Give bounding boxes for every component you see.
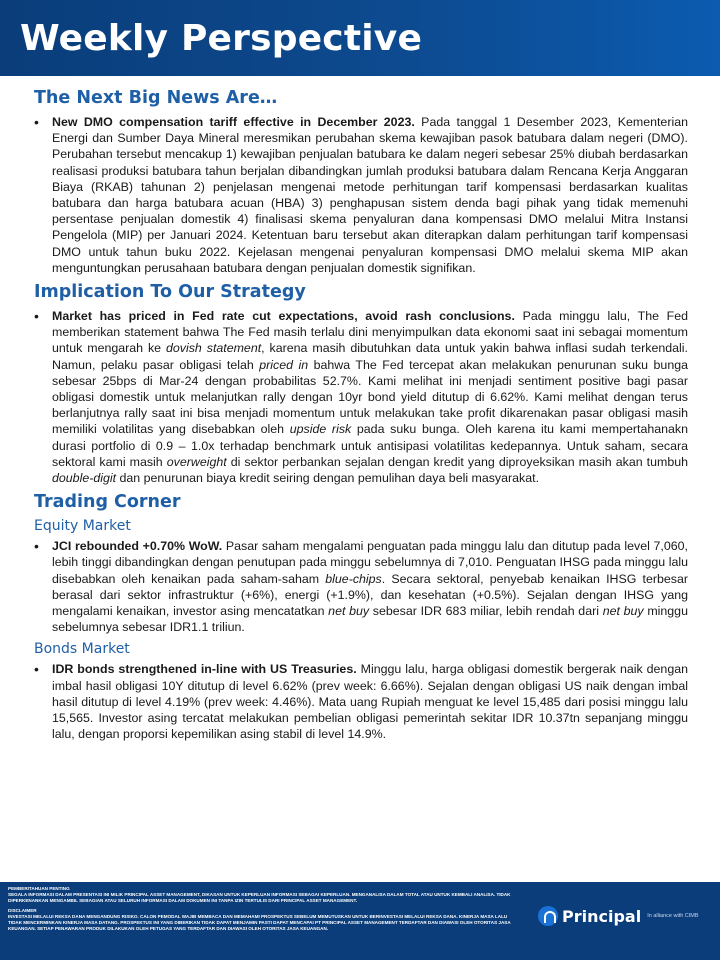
footer-notes bbox=[8, 886, 518, 935]
disclaimer-text: INVESTASI MELALUI REKSA DANA MENGANDUNG RISIKO. CALON PEMODAL WAJIB MEMBACA DAN MEMAHAMI PROSPEKTUS SEBELUM MEMUTUSKAN UNTUK BERINVESTASI MELALUI REKSA DANA. KINERJA MASA LALU TIDAK MENCERMINKAN KINERJA MASA DATANG. PROSPEKTUS INI YANG DIBERIKAN TIDAK DAPAT MENJAMIN PASTI DAPAT MENCAPAI PT PRINCIPAL ASSET MANAGEMENT TERDAFTAR DAN DIAWASI OLEH OTORITAS JASA KEUANGAN. SETIAP PENAWARAN PRODUK DILAKUKAN OLEH PETUGAS YANG TERDAFTAR DAN DIAWASI OLEH OTORITAS JASA KEUANGAN. bbox=[8, 913, 511, 932]
strategy-text-5: di sektor perbankan sejalan dengan kredit yang diproyeksikan masih akan tumbuh bbox=[226, 454, 688, 469]
strategy-italic-3: upside risk bbox=[289, 422, 352, 437]
page-title: Weekly Perspective bbox=[20, 18, 423, 59]
brand-name: Principal bbox=[562, 906, 642, 926]
equity-subtitle: Equity Market bbox=[34, 518, 131, 535]
equity-italic-2: net buy bbox=[328, 604, 370, 619]
principal-logo-icon bbox=[538, 906, 558, 926]
news-bullet-text: Pada tanggal 1 Desember 2023, Kementerian Energi dan Sumber Daya Mineral meresmikan perubahan skema kewajiban pasok batubara dalam negeri (DMO). Perubahan tersebut mencakup 1) kewajiban penjualan batubara ke dalam negeri sebesar 25% diubah berdasarkan realisasi produksi batubara tahun berjalan dibandingkan jumlah produksi batubara dalam Rencana Kerja Anggaran Biaya (RKAB) tahunan 2) penjelasan mengenai metode perhitungan tarif kompensasi berdasarkan kualitas batubara dan harga batubara acuan (HBA) 3) penghapusan sistem denda bagi pihak yang tidak memenuhi persentase penjualan domestik 4) finalisasi skema penyaluran dana kompensasi DMO melalui Mitra Instansi Pengelola (MIP) per Januari 2024. Ketentuan baru tersebut akan diterapkan dalam perhitungan tarif kompensasi DMO untuk tahun buku 2022. Kejelasan mengenai penyaluran kompensasi DMO melalui skema MIP akan menguntungkan perusahaan batubara dengan penjualan domestik signifikan. bbox=[52, 115, 688, 275]
disclaimer-title: DISCLAIMER bbox=[8, 907, 37, 913]
bonds-subtitle: Bonds Market bbox=[34, 641, 130, 658]
equity-text-2: . Secara sektoral, penyebab kenaikan IHSG terbesar berasal dari sektor infrastruktur (+6%), energi (+1.9%), dan kesehatan (+0.5%). Sejalan dengan IHSG yang mengalami kenaikan, investor asing mencatatkan bbox=[52, 571, 688, 619]
page-header bbox=[0, 0, 720, 76]
equity-bullet-lead: JCI rebounded +0.70% WoW. bbox=[52, 539, 223, 554]
equity-text-1: Pasar saham mengalami penguatan pada minggu lalu dan ditutup pada level 7,060, lebih tinggi dibandingkan dengan penutupan pada minggu sebelumnya di 7,010. Penguatan IHSG pada minggu lalu disebabkan oleh kenaikan pada saham-saham bbox=[52, 539, 688, 586]
strategy-text-3: bahwa The Fed tercepat akan melakukan penurunan suku bunga sebesar 25bps di Mar-24 dengan probabilitas 52.7%. Kami melihat ini menjadi sentiment positive bagi pasar obligasi domestik untuk melanjutkan rally dengan 10yr bond yield ditutup di 6.62%. Kami melihat dengan terus berlanjutnya rally saat ini bisa menjadi momentum untuk melakukan take profit dikarenakan pasar obligasi masih memiliki volatilitas yang disebabkan oleh bbox=[52, 357, 688, 437]
bonds-bullet-text: Minggu lalu, harga obligasi domestik bergerak naik dengan imbal hasil obligasi 10Y ditutup di level 6.62% (prev week: 6.66%). Sejalan dengan obligasi US naik dengan imbal hasil ditutup di level 4.19% (prev week: 4.46%). Mata uang Rupiah menguat ke level 15,485 dari posisi minggu lalu 15,565. Investor asing tercatat melakukan pembelian obligasi pemerintah sekitar IDR 10.37tn sepanjang minggu lalu, dengan proporsi kepemilikan asing stabil di level 14.9%. bbox=[52, 662, 688, 742]
strategy-text-1: Pada minggu lalu, The Fed memberikan statement bahwa The Fed masih terlalu dini menyimpulkan data ekonomi saat ini sebagai momentum untuk mengarah ke bbox=[52, 309, 688, 356]
strategy-text-2: , karena masih dibutuhkan data untuk yakin bahwa inflasi sudah terkendali. Namun, pelaku pasar obligasi telah bbox=[52, 341, 688, 372]
bonds-bullet bbox=[34, 661, 688, 742]
strategy-italic-2: priced in bbox=[259, 357, 309, 372]
equity-text-4: minggu sebelumnya sebesar IDR1.1 triliun. bbox=[52, 604, 688, 635]
bonds-bullet-lead: IDR bonds strengthened in-line with US Treasuries. bbox=[52, 662, 357, 677]
trading-section-title: Trading Corner bbox=[34, 492, 181, 513]
equity-bullet bbox=[34, 538, 688, 635]
strategy-italic-4: overweight bbox=[166, 454, 227, 469]
strategy-bullet bbox=[34, 308, 688, 486]
notice-text: SEGALA INFORMASI DALAM PRESENTASI INI MILIK PRINCIPAL ASSET MANAGEMENT, DIKASAN UNTUK KEPERLUAN INFORMASI SEBAGAI KEPERLUAN. MENGANALISA DALAM TOTAL ATAU UNTUK KEMBALI ANALISA. TIDAK DIPERKENANKAN MENGAMBIL SEBAGIAN ATAU SELURUH INFORMASI DALAM DOKUMEN INI TANPA IZIN TERTULIS DARI PRINCIPAL ASSET MANAGEMENT. bbox=[8, 892, 511, 904]
equity-italic-3: net buy bbox=[602, 604, 644, 619]
strategy-text-4: pada suku bunga. Oleh karena itu kami mempertahanakn durasi portfolio di 0.9 – 1.0x terhadap benchmark untuk antisipasi volatilitas kedepannya. Untuk saham, secara sektoral kami masih bbox=[52, 422, 688, 469]
equity-text-3: sebesar IDR 683 miliar, lebih rendah dari bbox=[369, 604, 603, 619]
strategy-italic-5: double-digit bbox=[52, 471, 117, 486]
strategy-italic-1: dovish statement bbox=[166, 341, 262, 356]
notice-title: PEMBERITAHUAN PENTING bbox=[8, 886, 70, 891]
brand-alliance: In alliance with CIMB bbox=[647, 913, 699, 919]
main-content bbox=[34, 88, 688, 747]
principal-logo bbox=[538, 906, 699, 926]
strategy-bullet-lead: Market has priced in Fed rate cut expectations, avoid rash conclusions. bbox=[52, 309, 515, 324]
news-bullet bbox=[34, 114, 688, 276]
news-section-title: The Next Big News Are… bbox=[34, 88, 278, 108]
strategy-text-6: dan penurunan biaya kredit seiring dengan pemulihan daya beli masyarakat. bbox=[116, 471, 540, 486]
news-bullet-lead: New DMO compensation tariff effective in December 2023. bbox=[52, 115, 415, 129]
equity-italic-1: blue-chips bbox=[325, 571, 382, 586]
strategy-section-title: Implication To Our Strategy bbox=[34, 282, 306, 303]
